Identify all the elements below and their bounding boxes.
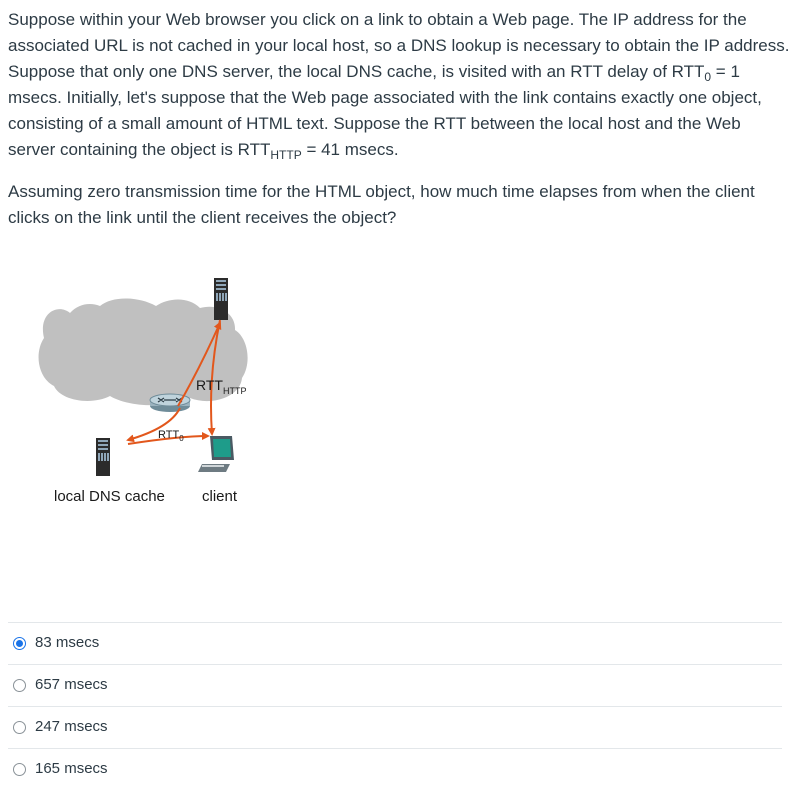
answer-label[interactable]: 83 msecs	[35, 634, 100, 651]
question-text-part-3: = 41 msecs.	[301, 140, 399, 159]
question-prompt: Assuming zero transmission time for the HTML object, how much time elapses from when the client clicks on the link until the client receives the object?	[8, 182, 755, 227]
web-server-icon	[214, 278, 228, 320]
radio-button[interactable]	[13, 679, 26, 692]
question-text-part-2: = 1 msecs. Initially, let's suppose that the Web page associated with the link contains exactly one object, consisting of a small amount of HTML text. Suppose the RTT between the local host and the Web server containing the object is RTT	[8, 62, 762, 159]
rtt-http-label: $RTT_{HTTP}$	[196, 377, 247, 396]
network-diagram	[30, 268, 270, 518]
question-text-part-1: Suppose within your Web browser you click on a link to obtain a Web page. The IP address for the associated URL is not cached in your local host, so a DNS lookup is necessary to obtain the IP address. Suppose that only one DNS server, the local DNS cache, is visited with an RTT delay of RTT	[8, 10, 790, 81]
local-dns-cache-label: local DNS cache	[54, 488, 165, 505]
radio-button[interactable]	[13, 763, 26, 776]
answer-option[interactable]	[8, 622, 782, 664]
client-label: client	[202, 488, 238, 505]
answer-option[interactable]	[8, 748, 782, 790]
rtt0-label: $RTT_0$	[158, 429, 184, 443]
client-computer-icon	[198, 436, 234, 472]
radio-button[interactable]	[13, 721, 26, 734]
answer-options	[8, 622, 782, 790]
answer-option[interactable]	[8, 664, 782, 706]
question-paragraph	[8, 7, 790, 163]
rtt0-subscript: 0	[704, 70, 712, 84]
radio-button-selected[interactable]	[13, 637, 26, 650]
answer-label[interactable]: 247 msecs	[35, 718, 108, 735]
answer-label[interactable]: 165 msecs	[35, 760, 108, 777]
rtt-http-subscript: HTTP	[270, 148, 302, 162]
answer-label[interactable]: 657 msecs	[35, 676, 108, 693]
answer-option[interactable]	[8, 706, 782, 748]
dns-server-icon	[96, 438, 110, 476]
